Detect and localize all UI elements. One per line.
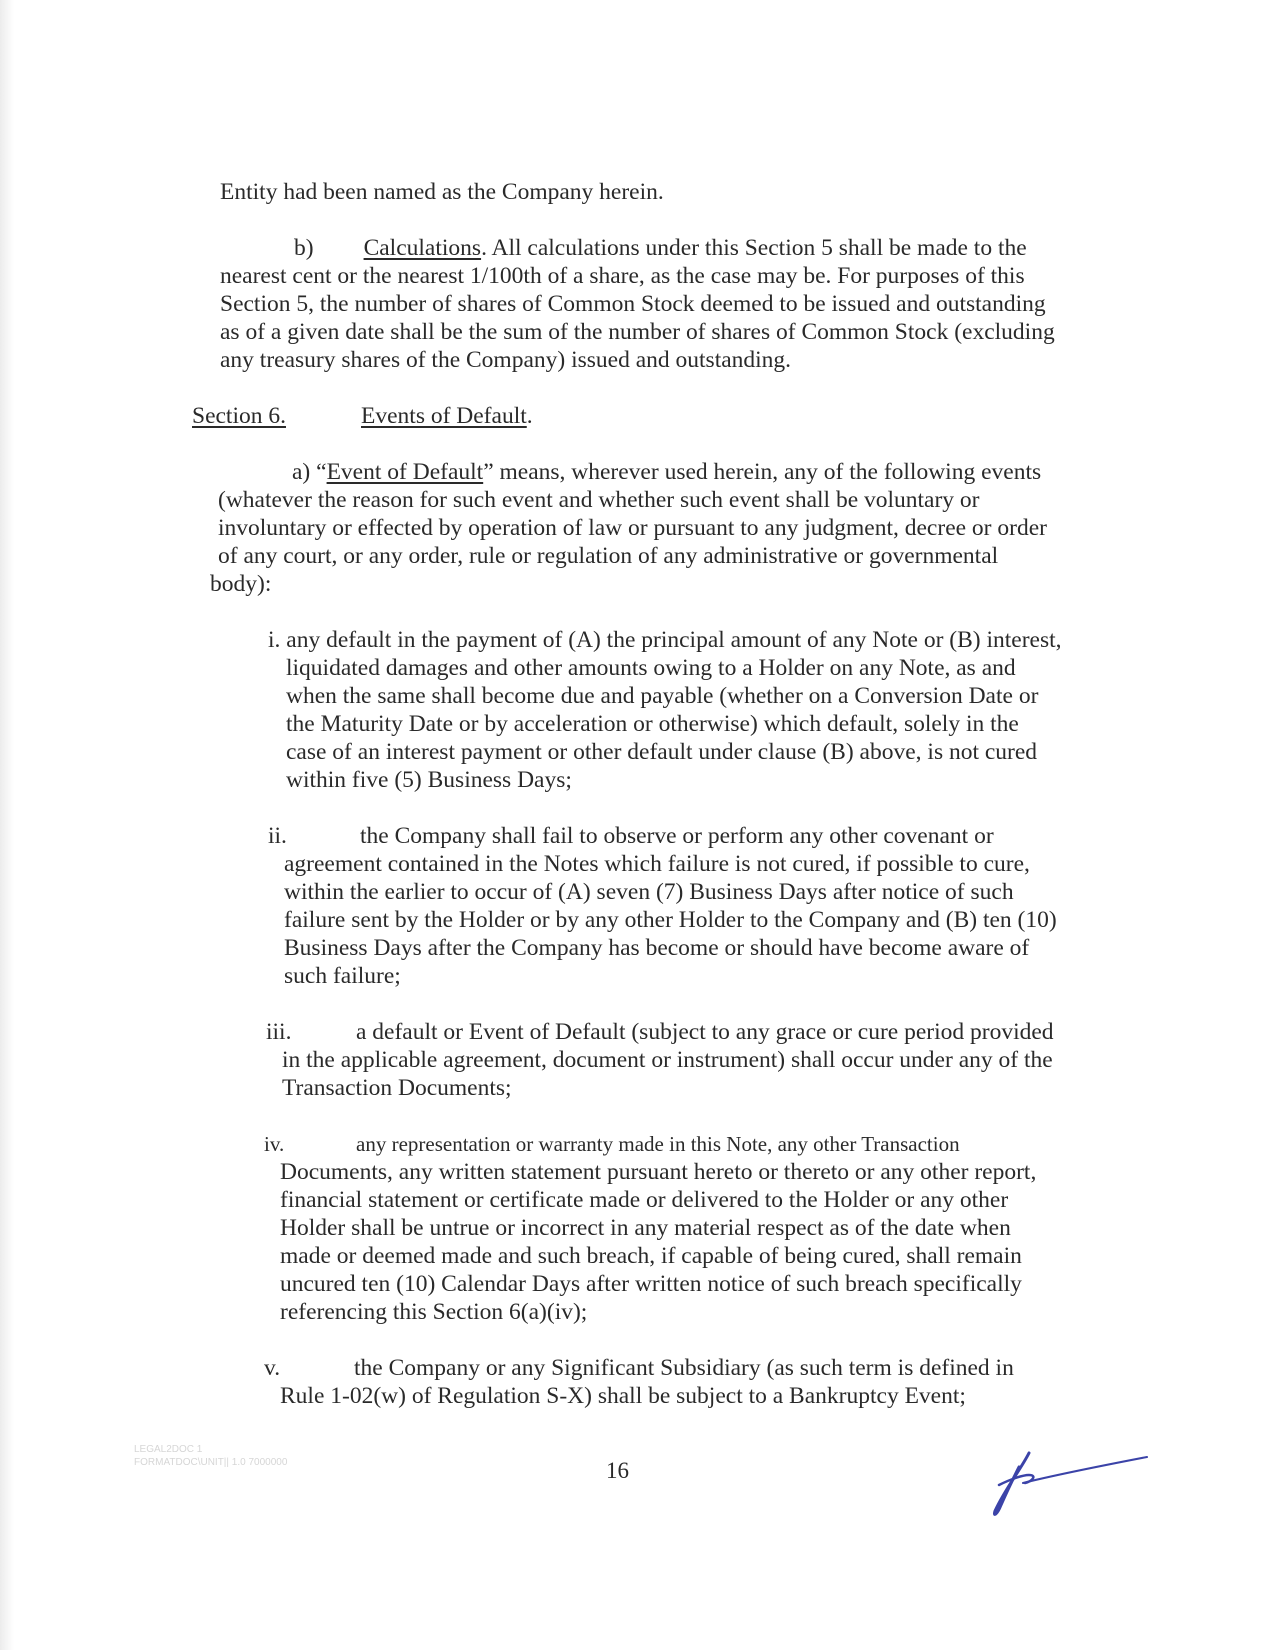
paragraph-b-line: any treasury shares of the Company) issued and outstanding. xyxy=(220,347,792,373)
list-item-number: iii. xyxy=(266,1019,292,1045)
list-item-line: when the same shall become due and payable (whether on a Conversion Date or xyxy=(286,683,1039,709)
list-item-line: uncured ten (10) Calendar Days after written notice of such breach specifically xyxy=(280,1271,1022,1297)
page-number: 16 xyxy=(606,1458,629,1483)
list-item-number: ii. xyxy=(268,823,287,849)
section-6-title: Events of Default xyxy=(361,403,527,429)
scan-edge-shadow xyxy=(0,0,14,1650)
list-item-first-line: any default in the payment of (A) the principal amount of any Note or (B) interest, xyxy=(286,627,1062,653)
paragraph-a-line: body): xyxy=(210,571,272,597)
list-item-line: Transaction Documents; xyxy=(282,1075,512,1101)
paragraph-a-line1: ” means, wherever used herein, any of the following events xyxy=(483,459,1042,485)
paragraph-b-heading: Calculations xyxy=(363,235,482,261)
intro-line: Entity had been named as the Company herein. xyxy=(220,179,664,205)
list-item-line: failure sent by the Holder or by any other Holder to the Company and (B) ten (10) xyxy=(284,907,1057,933)
list-item-line: Documents, any written statement pursuant hereto or thereto or any other report, xyxy=(280,1159,1037,1185)
list-item-first-line: a default or Event of Default (subject to any grace or cure period provided xyxy=(356,1019,1054,1045)
list-item-line: in the applicable agreement, document or instrument) shall occur under any of the xyxy=(282,1047,1053,1073)
paragraph-b-label: b) xyxy=(294,235,314,261)
document-page: Entity had been named as the Company herein. b) Calculations. All calculations under this Section 5 shall be made to the nearest cent or the nearest 1/100th of a share, as the case may be. For purposes of this Section 5, the number of shares of Common Stock deemed to be issued and outstanding as of a given date shall be the sum of the number of shares of Common Stock (excluding any treasury shares of the Company) issued and outstanding. Section 6. Events of Default. a) “Event of Default” means, wherever used herein, any of the following events (whatever the reason for such event and whether such event shall be voluntary or involuntary or effected by operation of law or pursuant to any judgment, decree or order of any court, or any order, rule or regulation of any administrative or governmental body): i. any default in the payment of (A) the principal amount of any Note or (B) interest, liquidated damages and other amounts owing to a Holder on any Note, as and when the same shall become due and payable (whether on a Conversion Date or the Maturity Date or by acceleration or otherwise) which default, solely in the case of an interest payment or other default under clause (B) above, is not cured within five (5) Business Days; ii. the Company shall fail to observe or perform any other covenant or agreement contained in the Notes which failure is not cured, if possible to cure, within the earlier to occur of (A) seven (7) Business Days after notice of such failure sent by the Holder or by any other Holder to the Company and (B) ten (10) Business Days after the Company has become or should have become aware of such failure; iii. a default or Event of Default (subject to any grace or cure period provided in the applicable agreement, document or instrument) shall occur under any of the Transaction Documents; iv. any representation or warranty made in this Note, any other Transaction Documents, any written statement pursuant hereto or thereto or any other report, financial statement or certificate made or delivered to the Holder or any other Holder shall be untrue or incorrect in any material respect as of the date when made or deemed made and such breach, if capable of being cured, shall remain uncured ten (10) Calendar Days after written notice of such breach specifically referencing this Section 6(a)(iv); v. the Company or any Significant Subsidiary (as such term is defined in Rule 1-02(w) of Regulation S-X) shall be subject to a Bankruptcy Event; LEGAL2DOC 1 FORMATDOC\UNIT|| 1.0 7000000 16 xyxy=(0,0,1275,1650)
signature-initials xyxy=(985,1445,1155,1525)
paragraph-b-line: as of a given date shall be the sum of the number of shares of Common Stock (excluding xyxy=(220,319,1055,345)
list-item-line: liquidated damages and other amounts owing to a Holder on any Note, as and xyxy=(286,655,1016,681)
footer-doc-id: LEGAL2DOC 1 FORMATDOC\UNIT|| 1.0 7000000 xyxy=(134,1444,288,1468)
list-item-line: agreement contained in the Notes which failure is not cured, if possible to cure, xyxy=(284,851,1030,877)
section-6-label: Section 6. xyxy=(192,403,286,429)
list-item-line: Rule 1-02(w) of Regulation S-X) shall be subject to a Bankruptcy Event; xyxy=(280,1383,966,1409)
paragraph-b-line: Section 5, the number of shares of Common Stock deemed to be issued and outstanding xyxy=(220,291,1046,317)
list-item-first-line: any representation or warranty made in this Note, any other Transaction xyxy=(356,1132,960,1156)
paragraph-a-line: involuntary or effected by operation of law or pursuant to any judgment, decree or order xyxy=(218,515,1047,541)
paragraph-a-label: a) xyxy=(292,459,311,485)
list-item-first-line: the Company or any Significant Subsidiary (as such term is defined in xyxy=(354,1355,1014,1381)
list-item-line: referencing this Section 6(a)(iv); xyxy=(280,1299,588,1325)
list-item-line: case of an interest payment or other default under clause (B) above, is not cured xyxy=(286,739,1038,765)
list-item-number: v. xyxy=(264,1355,281,1381)
list-item-line: financial statement or certificate made or delivered to the Holder or any other xyxy=(280,1187,1009,1213)
list-item-line: such failure; xyxy=(284,963,401,989)
list-item-line: the Maturity Date or by acceleration or otherwise) which default, solely in the xyxy=(286,711,1019,737)
list-item-line: Holder shall be untrue or incorrect in any material respect as of the date when xyxy=(280,1215,1011,1241)
list-item-number: iv. xyxy=(264,1132,285,1156)
section-6-heading: Section 6. Events of Default. xyxy=(192,403,533,429)
paragraph-a-line: of any court, or any order, rule or regulation of any administrative or governmental xyxy=(218,543,999,569)
paragraph-a-line: (whatever the reason for such event and whether such event shall be voluntary or xyxy=(218,487,980,513)
list-item-line: Business Days after the Company has become or should have become aware of xyxy=(284,935,1030,961)
paragraph-b-line: nearest cent or the nearest 1/100th of a share, as the case may be. For purposes of this xyxy=(220,263,1025,289)
list-item-line: within five (5) Business Days; xyxy=(286,767,572,793)
list-item-line: made or deemed made and such breach, if capable of being cured, shall remain xyxy=(280,1243,1022,1269)
paragraph-b-line1: . All calculations under this Section 5 shall be made to the xyxy=(481,235,1027,261)
list-item-number: i. xyxy=(268,627,281,653)
list-item-first-line: the Company shall fail to observe or perform any other covenant or xyxy=(360,823,994,849)
list-item-line: within the earlier to occur of (A) seven (7) Business Days after notice of such xyxy=(284,879,1014,905)
defined-term-event-of-default: Event of Default xyxy=(326,459,484,485)
